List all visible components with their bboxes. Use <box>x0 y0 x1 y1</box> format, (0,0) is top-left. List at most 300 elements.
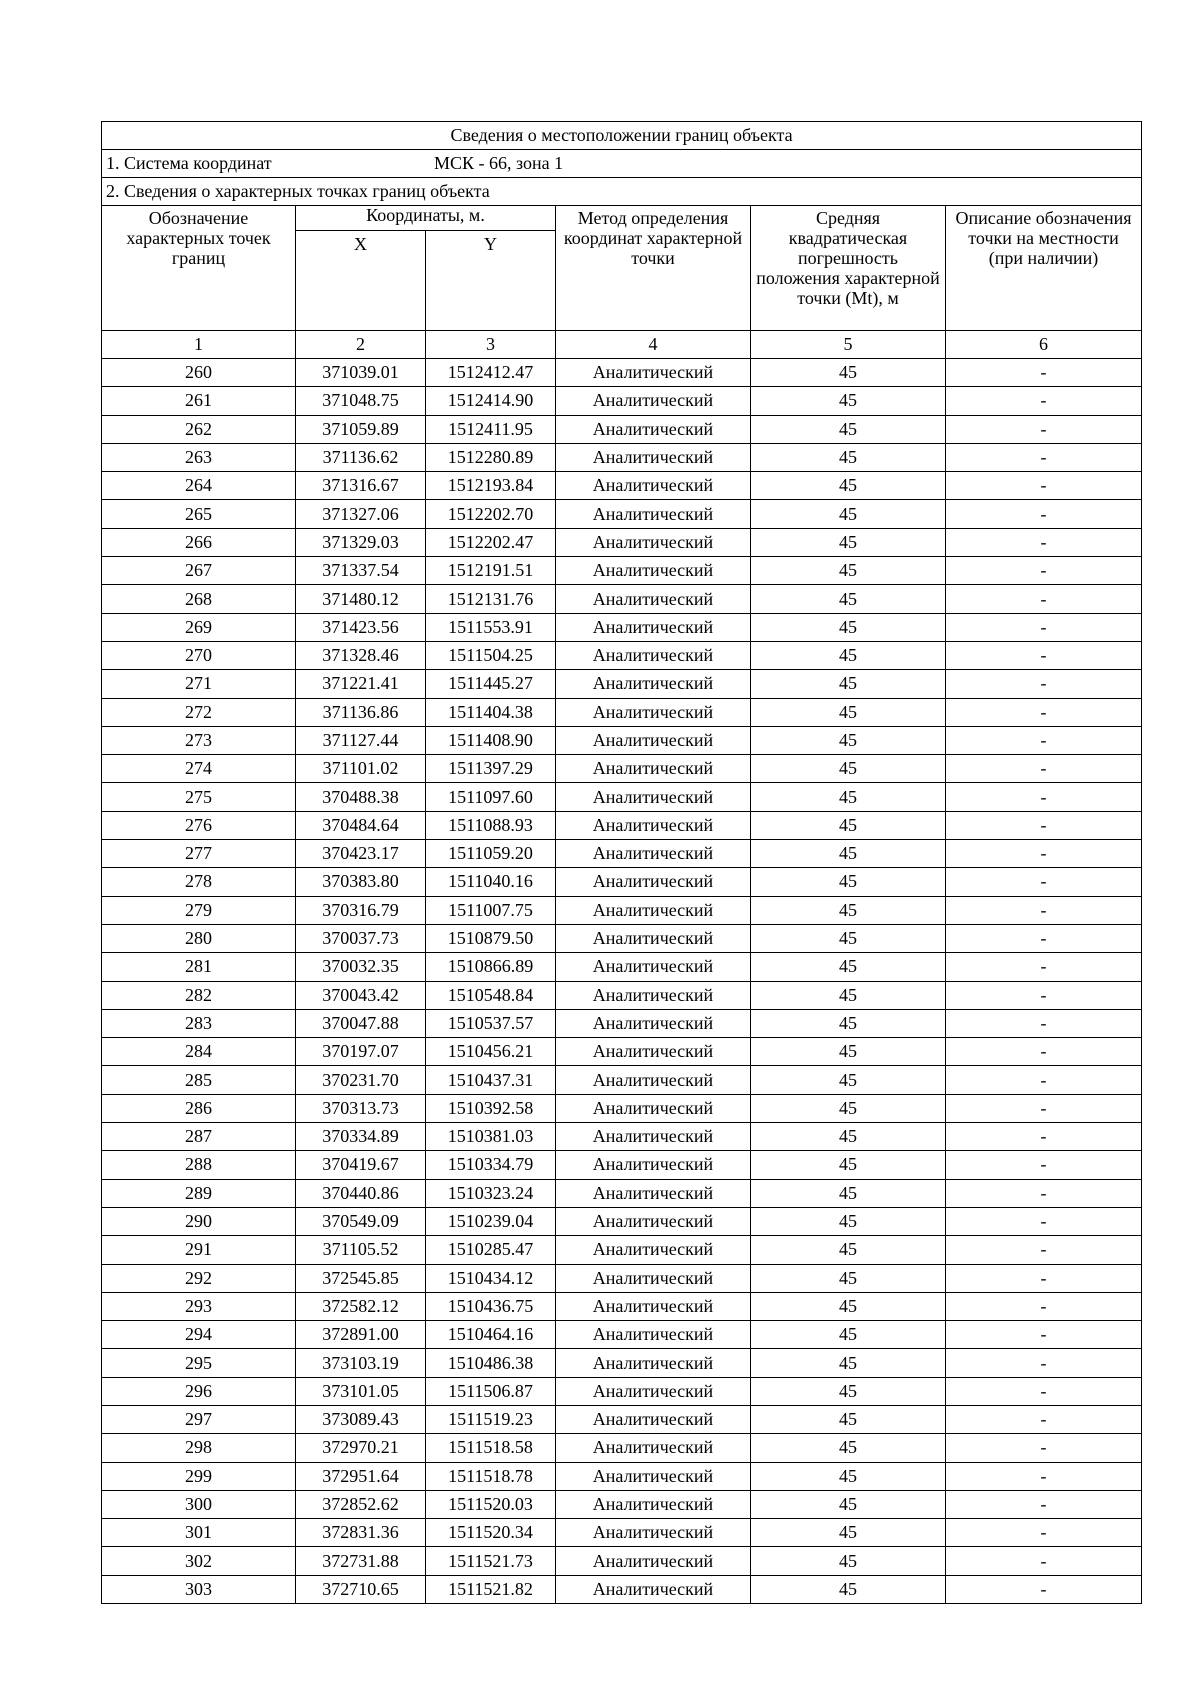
table-row <box>102 1264 1142 1292</box>
title-row <box>102 122 1142 150</box>
x-coordinate-cell: 370383.80 <box>296 868 426 896</box>
point-id-cell: 302 <box>102 1547 296 1575</box>
table-title: Сведения о местоположении границ объекта <box>102 122 1142 150</box>
description-cell: - <box>946 924 1142 952</box>
header-method: Метод определения координат характерной точки <box>556 206 751 331</box>
table-row <box>102 472 1142 500</box>
y-coordinate-cell: 1510537.57 <box>426 1009 556 1037</box>
y-coordinate-cell: 1511397.29 <box>426 755 556 783</box>
point-id-cell: 268 <box>102 585 296 613</box>
point-id-cell: 282 <box>102 981 296 1009</box>
table-row <box>102 924 1142 952</box>
description-cell: - <box>946 359 1142 387</box>
method-cell: Аналитический <box>556 1094 751 1122</box>
y-coordinate-cell: 1510464.16 <box>426 1321 556 1349</box>
y-coordinate-cell: 1511408.90 <box>426 726 556 754</box>
x-coordinate-cell: 373103.19 <box>296 1349 426 1377</box>
y-coordinate-cell: 1511553.91 <box>426 613 556 641</box>
error-cell: 45 <box>751 1462 946 1490</box>
x-coordinate-cell: 372582.12 <box>296 1292 426 1320</box>
section-row <box>102 178 1142 206</box>
x-coordinate-cell: 370440.86 <box>296 1179 426 1207</box>
point-id-cell: 293 <box>102 1292 296 1320</box>
y-coordinate-cell: 1510334.79 <box>426 1151 556 1179</box>
y-coordinate-cell: 1511088.93 <box>426 811 556 839</box>
x-coordinate-cell: 373101.05 <box>296 1377 426 1405</box>
table-row <box>102 500 1142 528</box>
y-coordinate-cell: 1511520.03 <box>426 1490 556 1518</box>
y-coordinate-cell: 1511040.16 <box>426 868 556 896</box>
method-cell: Аналитический <box>556 1066 751 1094</box>
point-id-cell: 296 <box>102 1377 296 1405</box>
error-cell: 45 <box>751 1207 946 1235</box>
error-cell: 45 <box>751 726 946 754</box>
y-coordinate-cell: 1510548.84 <box>426 981 556 1009</box>
table-row <box>102 670 1142 698</box>
description-cell: - <box>946 840 1142 868</box>
error-cell: 45 <box>751 1519 946 1547</box>
x-coordinate-cell: 371136.62 <box>296 443 426 471</box>
method-cell: Аналитический <box>556 613 751 641</box>
description-cell: - <box>946 387 1142 415</box>
method-cell: Аналитический <box>556 755 751 783</box>
error-cell: 45 <box>751 528 946 556</box>
point-id-cell: 295 <box>102 1349 296 1377</box>
point-id-cell: 275 <box>102 783 296 811</box>
table-row <box>102 755 1142 783</box>
y-coordinate-cell: 1512193.84 <box>426 472 556 500</box>
table-body <box>102 122 1142 1604</box>
method-cell: Аналитический <box>556 896 751 924</box>
table-row <box>102 953 1142 981</box>
description-cell: - <box>946 1321 1142 1349</box>
description-cell: - <box>946 1094 1142 1122</box>
method-cell: Аналитический <box>556 557 751 585</box>
x-coordinate-cell: 370043.42 <box>296 981 426 1009</box>
y-coordinate-cell: 1511519.23 <box>426 1405 556 1433</box>
point-id-cell: 297 <box>102 1405 296 1433</box>
y-coordinate-cell: 1511521.82 <box>426 1575 556 1603</box>
method-cell: Аналитический <box>556 1547 751 1575</box>
error-cell: 45 <box>751 1292 946 1320</box>
error-cell: 45 <box>751 670 946 698</box>
y-coordinate-cell: 1511404.38 <box>426 698 556 726</box>
y-coordinate-cell: 1510866.89 <box>426 953 556 981</box>
table-row <box>102 1236 1142 1264</box>
point-id-cell: 300 <box>102 1490 296 1518</box>
x-coordinate-cell: 371059.89 <box>296 415 426 443</box>
point-id-cell: 291 <box>102 1236 296 1264</box>
table-row <box>102 641 1142 669</box>
x-coordinate-cell: 371039.01 <box>296 359 426 387</box>
y-coordinate-cell: 1510436.75 <box>426 1292 556 1320</box>
table-row <box>102 1094 1142 1122</box>
y-coordinate-cell: 1511059.20 <box>426 840 556 868</box>
method-cell: Аналитический <box>556 528 751 556</box>
description-cell: - <box>946 868 1142 896</box>
point-id-cell: 270 <box>102 641 296 669</box>
description-cell: - <box>946 1349 1142 1377</box>
description-cell: - <box>946 698 1142 726</box>
y-coordinate-cell: 1510285.47 <box>426 1236 556 1264</box>
description-cell: - <box>946 1490 1142 1518</box>
error-cell: 45 <box>751 1009 946 1037</box>
description-cell: - <box>946 896 1142 924</box>
table-row <box>102 1547 1142 1575</box>
point-id-cell: 303 <box>102 1575 296 1603</box>
x-coordinate-cell: 371327.06 <box>296 500 426 528</box>
method-cell: Аналитический <box>556 670 751 698</box>
table-row <box>102 585 1142 613</box>
table-row <box>102 811 1142 839</box>
y-coordinate-cell: 1512280.89 <box>426 443 556 471</box>
description-cell: - <box>946 613 1142 641</box>
error-cell: 45 <box>751 1405 946 1433</box>
y-coordinate-cell: 1510486.38 <box>426 1349 556 1377</box>
description-cell: - <box>946 1377 1142 1405</box>
boundary-points-table <box>101 121 1142 1604</box>
description-cell: - <box>946 443 1142 471</box>
y-coordinate-cell: 1510879.50 <box>426 924 556 952</box>
y-coordinate-cell: 1510437.31 <box>426 1066 556 1094</box>
description-cell: - <box>946 755 1142 783</box>
point-id-cell: 279 <box>102 896 296 924</box>
column-number: 1 <box>102 331 296 359</box>
column-number: 6 <box>946 331 1142 359</box>
method-cell: Аналитический <box>556 1434 751 1462</box>
x-coordinate-cell: 372951.64 <box>296 1462 426 1490</box>
method-cell: Аналитический <box>556 1292 751 1320</box>
x-coordinate-cell: 370484.64 <box>296 811 426 839</box>
error-cell: 45 <box>751 1094 946 1122</box>
error-cell: 45 <box>751 1547 946 1575</box>
description-cell: - <box>946 1151 1142 1179</box>
error-cell: 45 <box>751 1434 946 1462</box>
point-id-cell: 260 <box>102 359 296 387</box>
table-row <box>102 1434 1142 1462</box>
x-coordinate-cell: 370423.17 <box>296 840 426 868</box>
error-cell: 45 <box>751 387 946 415</box>
error-cell: 45 <box>751 811 946 839</box>
error-cell: 45 <box>751 613 946 641</box>
y-coordinate-cell: 1511445.27 <box>426 670 556 698</box>
header-row-1 <box>102 206 1142 231</box>
description-cell: - <box>946 1123 1142 1151</box>
description-cell: - <box>946 585 1142 613</box>
table-row <box>102 1009 1142 1037</box>
table-row <box>102 443 1142 471</box>
method-cell: Аналитический <box>556 953 751 981</box>
x-coordinate-cell: 370316.79 <box>296 896 426 924</box>
x-coordinate-cell: 371048.75 <box>296 387 426 415</box>
x-coordinate-cell: 370419.67 <box>296 1151 426 1179</box>
table-row <box>102 726 1142 754</box>
x-coordinate-cell: 370488.38 <box>296 783 426 811</box>
description-cell: - <box>946 1264 1142 1292</box>
table-row <box>102 1123 1142 1151</box>
description-cell: - <box>946 981 1142 1009</box>
method-cell: Аналитический <box>556 1462 751 1490</box>
x-coordinate-cell: 371101.02 <box>296 755 426 783</box>
y-coordinate-cell: 1511520.34 <box>426 1519 556 1547</box>
error-cell: 45 <box>751 1377 946 1405</box>
error-cell: 45 <box>751 1123 946 1151</box>
point-id-cell: 262 <box>102 415 296 443</box>
description-cell: - <box>946 472 1142 500</box>
y-coordinate-cell: 1511504.25 <box>426 641 556 669</box>
x-coordinate-cell: 371328.46 <box>296 641 426 669</box>
method-cell: Аналитический <box>556 698 751 726</box>
description-cell: - <box>946 1066 1142 1094</box>
x-coordinate-cell: 370334.89 <box>296 1123 426 1151</box>
x-coordinate-cell: 372731.88 <box>296 1547 426 1575</box>
error-cell: 45 <box>751 698 946 726</box>
x-coordinate-cell: 371423.56 <box>296 613 426 641</box>
x-coordinate-cell: 372970.21 <box>296 1434 426 1462</box>
method-cell: Аналитический <box>556 500 751 528</box>
column-number-row <box>102 331 1142 359</box>
table-row <box>102 415 1142 443</box>
table-row <box>102 1462 1142 1490</box>
header-point-id: Обозначение характерных точек границ <box>102 206 296 331</box>
description-cell: - <box>946 726 1142 754</box>
description-cell: - <box>946 1575 1142 1603</box>
y-coordinate-cell: 1510323.24 <box>426 1179 556 1207</box>
error-cell: 45 <box>751 1490 946 1518</box>
method-cell: Аналитический <box>556 1405 751 1433</box>
method-cell: Аналитический <box>556 585 751 613</box>
header-description: Описание обозначения точки на местности (при наличии) <box>946 206 1142 331</box>
point-id-cell: 289 <box>102 1179 296 1207</box>
x-coordinate-cell: 370549.09 <box>296 1207 426 1235</box>
description-cell: - <box>946 1009 1142 1037</box>
column-number: 2 <box>296 331 426 359</box>
table-row <box>102 387 1142 415</box>
description-cell: - <box>946 1179 1142 1207</box>
point-id-cell: 271 <box>102 670 296 698</box>
x-coordinate-cell: 373089.43 <box>296 1405 426 1433</box>
x-coordinate-cell: 370037.73 <box>296 924 426 952</box>
description-cell: - <box>946 953 1142 981</box>
table-row <box>102 1349 1142 1377</box>
header-x: X <box>296 231 426 331</box>
table-row <box>102 1038 1142 1066</box>
error-cell: 45 <box>751 840 946 868</box>
error-cell: 45 <box>751 981 946 1009</box>
error-cell: 45 <box>751 359 946 387</box>
table-row <box>102 698 1142 726</box>
point-id-cell: 292 <box>102 1264 296 1292</box>
y-coordinate-cell: 1510456.21 <box>426 1038 556 1066</box>
error-cell: 45 <box>751 1179 946 1207</box>
description-cell: - <box>946 557 1142 585</box>
error-cell: 45 <box>751 868 946 896</box>
point-id-cell: 276 <box>102 811 296 839</box>
x-coordinate-cell: 372545.85 <box>296 1264 426 1292</box>
point-id-cell: 284 <box>102 1038 296 1066</box>
error-cell: 45 <box>751 1038 946 1066</box>
table-row <box>102 783 1142 811</box>
description-cell: - <box>946 1207 1142 1235</box>
table-row <box>102 359 1142 387</box>
table-row <box>102 1519 1142 1547</box>
point-id-cell: 277 <box>102 840 296 868</box>
point-id-cell: 301 <box>102 1519 296 1547</box>
point-id-cell: 287 <box>102 1123 296 1151</box>
method-cell: Аналитический <box>556 1575 751 1603</box>
point-id-cell: 265 <box>102 500 296 528</box>
method-cell: Аналитический <box>556 1151 751 1179</box>
table-row <box>102 868 1142 896</box>
method-cell: Аналитический <box>556 387 751 415</box>
error-cell: 45 <box>751 1151 946 1179</box>
table-row <box>102 1490 1142 1518</box>
description-cell: - <box>946 500 1142 528</box>
y-coordinate-cell: 1510239.04 <box>426 1207 556 1235</box>
error-cell: 45 <box>751 924 946 952</box>
method-cell: Аналитический <box>556 1207 751 1235</box>
coordinate-system-label: 1. Система координат <box>106 153 272 173</box>
point-id-cell: 273 <box>102 726 296 754</box>
error-cell: 45 <box>751 1321 946 1349</box>
error-cell: 45 <box>751 896 946 924</box>
table-row <box>102 1179 1142 1207</box>
method-cell: Аналитический <box>556 1349 751 1377</box>
y-coordinate-cell: 1511097.60 <box>426 783 556 811</box>
x-coordinate-cell: 371329.03 <box>296 528 426 556</box>
method-cell: Аналитический <box>556 359 751 387</box>
x-coordinate-cell: 371316.67 <box>296 472 426 500</box>
y-coordinate-cell: 1512411.95 <box>426 415 556 443</box>
method-cell: Аналитический <box>556 981 751 1009</box>
description-cell: - <box>946 1038 1142 1066</box>
description-cell: - <box>946 1519 1142 1547</box>
table-row <box>102 557 1142 585</box>
y-coordinate-cell: 1512202.47 <box>426 528 556 556</box>
table-row <box>102 1151 1142 1179</box>
point-id-cell: 285 <box>102 1066 296 1094</box>
table-row <box>102 1292 1142 1320</box>
point-id-cell: 283 <box>102 1009 296 1037</box>
point-id-cell: 278 <box>102 868 296 896</box>
x-coordinate-cell: 372831.36 <box>296 1519 426 1547</box>
y-coordinate-cell: 1511521.73 <box>426 1547 556 1575</box>
coordinate-system-row <box>102 150 1142 178</box>
description-cell: - <box>946 1236 1142 1264</box>
point-id-cell: 286 <box>102 1094 296 1122</box>
x-coordinate-cell: 371480.12 <box>296 585 426 613</box>
coordinate-system-cell <box>102 150 1142 178</box>
error-cell: 45 <box>751 415 946 443</box>
table-row <box>102 981 1142 1009</box>
method-cell: Аналитический <box>556 1519 751 1547</box>
error-cell: 45 <box>751 641 946 669</box>
error-cell: 45 <box>751 443 946 471</box>
error-cell: 45 <box>751 585 946 613</box>
error-cell: 45 <box>751 1349 946 1377</box>
method-cell: Аналитический <box>556 443 751 471</box>
point-id-cell: 272 <box>102 698 296 726</box>
description-cell: - <box>946 528 1142 556</box>
point-id-cell: 280 <box>102 924 296 952</box>
method-cell: Аналитический <box>556 415 751 443</box>
point-id-cell: 267 <box>102 557 296 585</box>
x-coordinate-cell: 372710.65 <box>296 1575 426 1603</box>
header-coordinates: Координаты, м. <box>296 206 556 231</box>
table-row <box>102 896 1142 924</box>
x-coordinate-cell: 370313.73 <box>296 1094 426 1122</box>
method-cell: Аналитический <box>556 1009 751 1037</box>
y-coordinate-cell: 1510434.12 <box>426 1264 556 1292</box>
description-cell: - <box>946 783 1142 811</box>
table-row <box>102 613 1142 641</box>
method-cell: Аналитический <box>556 1490 751 1518</box>
column-number: 3 <box>426 331 556 359</box>
point-id-cell: 299 <box>102 1462 296 1490</box>
method-cell: Аналитический <box>556 641 751 669</box>
description-cell: - <box>946 1462 1142 1490</box>
x-coordinate-cell: 370047.88 <box>296 1009 426 1037</box>
y-coordinate-cell: 1512414.90 <box>426 387 556 415</box>
error-cell: 45 <box>751 472 946 500</box>
method-cell: Аналитический <box>556 472 751 500</box>
error-cell: 45 <box>751 500 946 528</box>
method-cell: Аналитический <box>556 783 751 811</box>
point-id-cell: 269 <box>102 613 296 641</box>
table-row <box>102 1321 1142 1349</box>
x-coordinate-cell: 371337.54 <box>296 557 426 585</box>
error-cell: 45 <box>751 557 946 585</box>
coordinate-system-value: МСК - 66, зона 1 <box>434 153 564 173</box>
method-cell: Аналитический <box>556 1377 751 1405</box>
method-cell: Аналитический <box>556 1264 751 1292</box>
y-coordinate-cell: 1511518.58 <box>426 1434 556 1462</box>
table-row <box>102 1066 1142 1094</box>
x-coordinate-cell: 370032.35 <box>296 953 426 981</box>
y-coordinate-cell: 1512202.70 <box>426 500 556 528</box>
column-number: 5 <box>751 331 946 359</box>
header-error: Средняя квадратическая погрешность положения характерной точки (Mt), м <box>751 206 946 331</box>
point-id-cell: 281 <box>102 953 296 981</box>
table-row <box>102 1207 1142 1235</box>
point-id-cell: 264 <box>102 472 296 500</box>
error-cell: 45 <box>751 953 946 981</box>
y-coordinate-cell: 1510392.58 <box>426 1094 556 1122</box>
table-row <box>102 1575 1142 1603</box>
y-coordinate-cell: 1511007.75 <box>426 896 556 924</box>
method-cell: Аналитический <box>556 1038 751 1066</box>
method-cell: Аналитический <box>556 1179 751 1207</box>
point-id-cell: 290 <box>102 1207 296 1235</box>
description-cell: - <box>946 670 1142 698</box>
point-id-cell: 261 <box>102 387 296 415</box>
x-coordinate-cell: 370197.07 <box>296 1038 426 1066</box>
point-id-cell: 288 <box>102 1151 296 1179</box>
x-coordinate-cell: 371127.44 <box>296 726 426 754</box>
y-coordinate-cell: 1512131.76 <box>426 585 556 613</box>
description-cell: - <box>946 415 1142 443</box>
description-cell: - <box>946 1547 1142 1575</box>
x-coordinate-cell: 372852.62 <box>296 1490 426 1518</box>
x-coordinate-cell: 371136.86 <box>296 698 426 726</box>
error-cell: 45 <box>751 1066 946 1094</box>
method-cell: Аналитический <box>556 1123 751 1151</box>
description-cell: - <box>946 1434 1142 1462</box>
section-title: 2. Сведения о характерных точках границ объекта <box>102 178 1142 206</box>
table-row <box>102 840 1142 868</box>
method-cell: Аналитический <box>556 726 751 754</box>
point-id-cell: 274 <box>102 755 296 783</box>
